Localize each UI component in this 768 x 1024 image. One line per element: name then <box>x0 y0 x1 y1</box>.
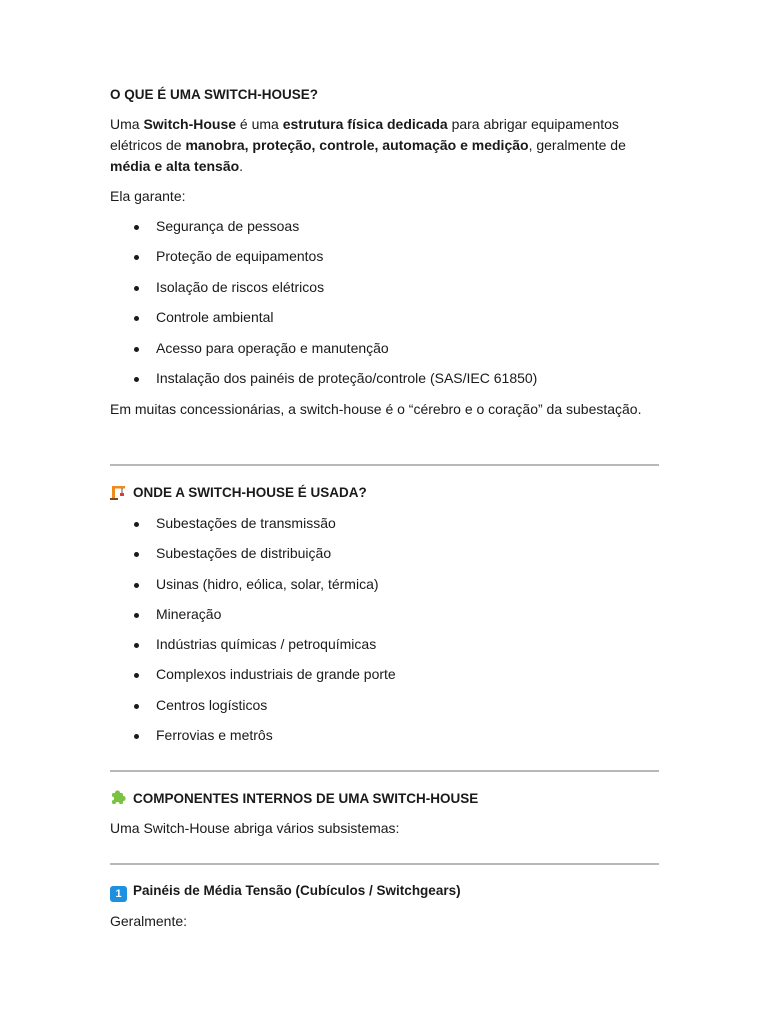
generally-lead: Geralmente: <box>110 913 188 929</box>
intro-paragraph: Uma Switch-House é uma estrutura física dedicada para abrigar equipamentos elétricos de manobra, proteção, controle, automação e medição, geralmente de média e alta tensão. <box>110 116 626 174</box>
list-item: Usinas (hidro, eólica, solar, térmica) <box>156 576 379 592</box>
list-item: Controle ambiental <box>156 309 274 325</box>
closing-paragraph: Em muitas concessionárias, a switch-house é o “cérebro e o coração” da subestação. <box>110 401 642 417</box>
section-heading-where-used: ONDE A SWITCH-HOUSE É USADA? <box>110 485 367 503</box>
divider <box>110 863 659 865</box>
subsection-heading-mv-panels: 1 Painéis de Média Tensão (Cubículos / Switchgears) <box>110 883 461 902</box>
number-badge-icon: 1 <box>110 886 127 902</box>
list-item: Indústrias químicas / petroquímicas <box>156 636 377 652</box>
components-intro: Uma Switch-House abriga vários subsistemas: <box>110 820 400 836</box>
list-item: Proteção de equipamentos <box>156 248 324 264</box>
list-item: Mineração <box>156 606 222 622</box>
list-item: Ferrovias e metrôs <box>156 727 273 743</box>
list-item: Centros logísticos <box>156 697 268 713</box>
list-item: Subestações de transmissão <box>156 515 336 531</box>
list-item: Isolação de riscos elétricos <box>156 279 325 295</box>
construction-crane-icon <box>110 485 127 503</box>
guarantees-lead: Ela garante: <box>110 188 186 204</box>
list-item: Complexos industriais de grande porte <box>156 666 396 682</box>
divider <box>110 464 659 466</box>
puzzle-piece-icon <box>110 790 127 809</box>
list-item: Acesso para operação e manutenção <box>156 340 389 356</box>
section-heading-components: COMPONENTES INTERNOS DE UMA SWITCH-HOUSE <box>110 790 478 809</box>
section-heading-what-is: O QUE É UMA SWITCH-HOUSE? <box>110 87 318 102</box>
list-item: Subestações de distribuição <box>156 545 332 561</box>
list-item: Instalação dos painéis de proteção/controle (SAS/IEC 61850) <box>156 370 538 386</box>
divider <box>110 770 659 772</box>
list-item: Segurança de pessoas <box>156 218 300 234</box>
